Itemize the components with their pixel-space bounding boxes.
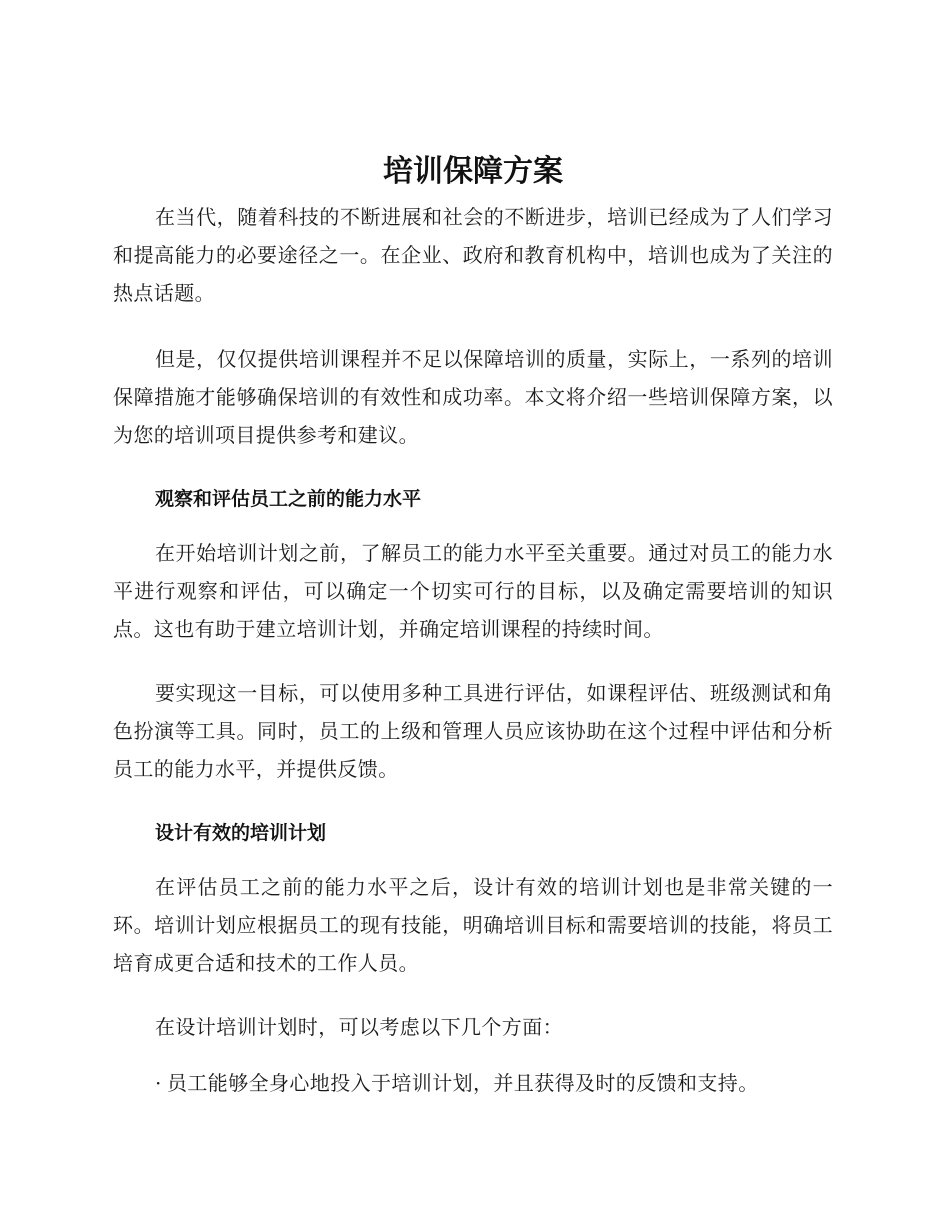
section-2-paragraph-1: 在评估员工之前的能力水平之后，设计有效的培训计划也是非常关键的一环。培训计划应根据员工的现有技能，明确培训目标和需要培训的技能，将员工培育成更合适和技术的工作人员。 <box>113 875 833 975</box>
section-2-paragraph-2: 在设计培训计划时，可以考虑以下几个方面： <box>155 1015 563 1039</box>
section-1-paragraph-1: 在开始培训计划之前，了解员工的能力水平至关重要。通过对员工的能力水平进行观察和评估，可以确定一个切实可行的目标，以及确定需要培训的知识点。这也有助于建立培训计划，并确定培训课程的持续时间。 <box>113 541 833 641</box>
section-heading-plan-design: 设计有效的培训计划 <box>155 822 327 844</box>
document-title: 培训保障方案 <box>383 154 563 189</box>
list-item <box>155 1064 835 1102</box>
intro-paragraph-1: 在当代，随着科技的不断进展和社会的不断进步，培训已经成为了人们学习和提高能力的必要途径之一。在企业、政府和教育机构中，培训也成为了关注的热点话题。 <box>113 205 833 305</box>
list-item-text: 员工能够全身心地投入于培训计划，并且获得及时的反馈和支持。 <box>167 1071 759 1095</box>
bullet-marker: · <box>155 1071 162 1095</box>
section-heading-assessment: 观察和评估员工之前的能力水平 <box>155 488 422 510</box>
intro-paragraph-2: 但是，仅仅提供培训课程并不足以保障培训的质量，实际上，一系列的培训保障措施才能够确保培训的有效性和成功率。本文将介绍一些培训保障方案，以为您的培训项目提供参考和建议。 <box>113 347 833 447</box>
section-1-paragraph-2: 要实现这一目标，可以使用多种工具进行评估，如课程评估、班级测试和角色扮演等工具。同时，员工的上级和管理人员应该协助在这个过程中评估和分析员工的能力水平，并提供反馈。 <box>113 681 833 781</box>
